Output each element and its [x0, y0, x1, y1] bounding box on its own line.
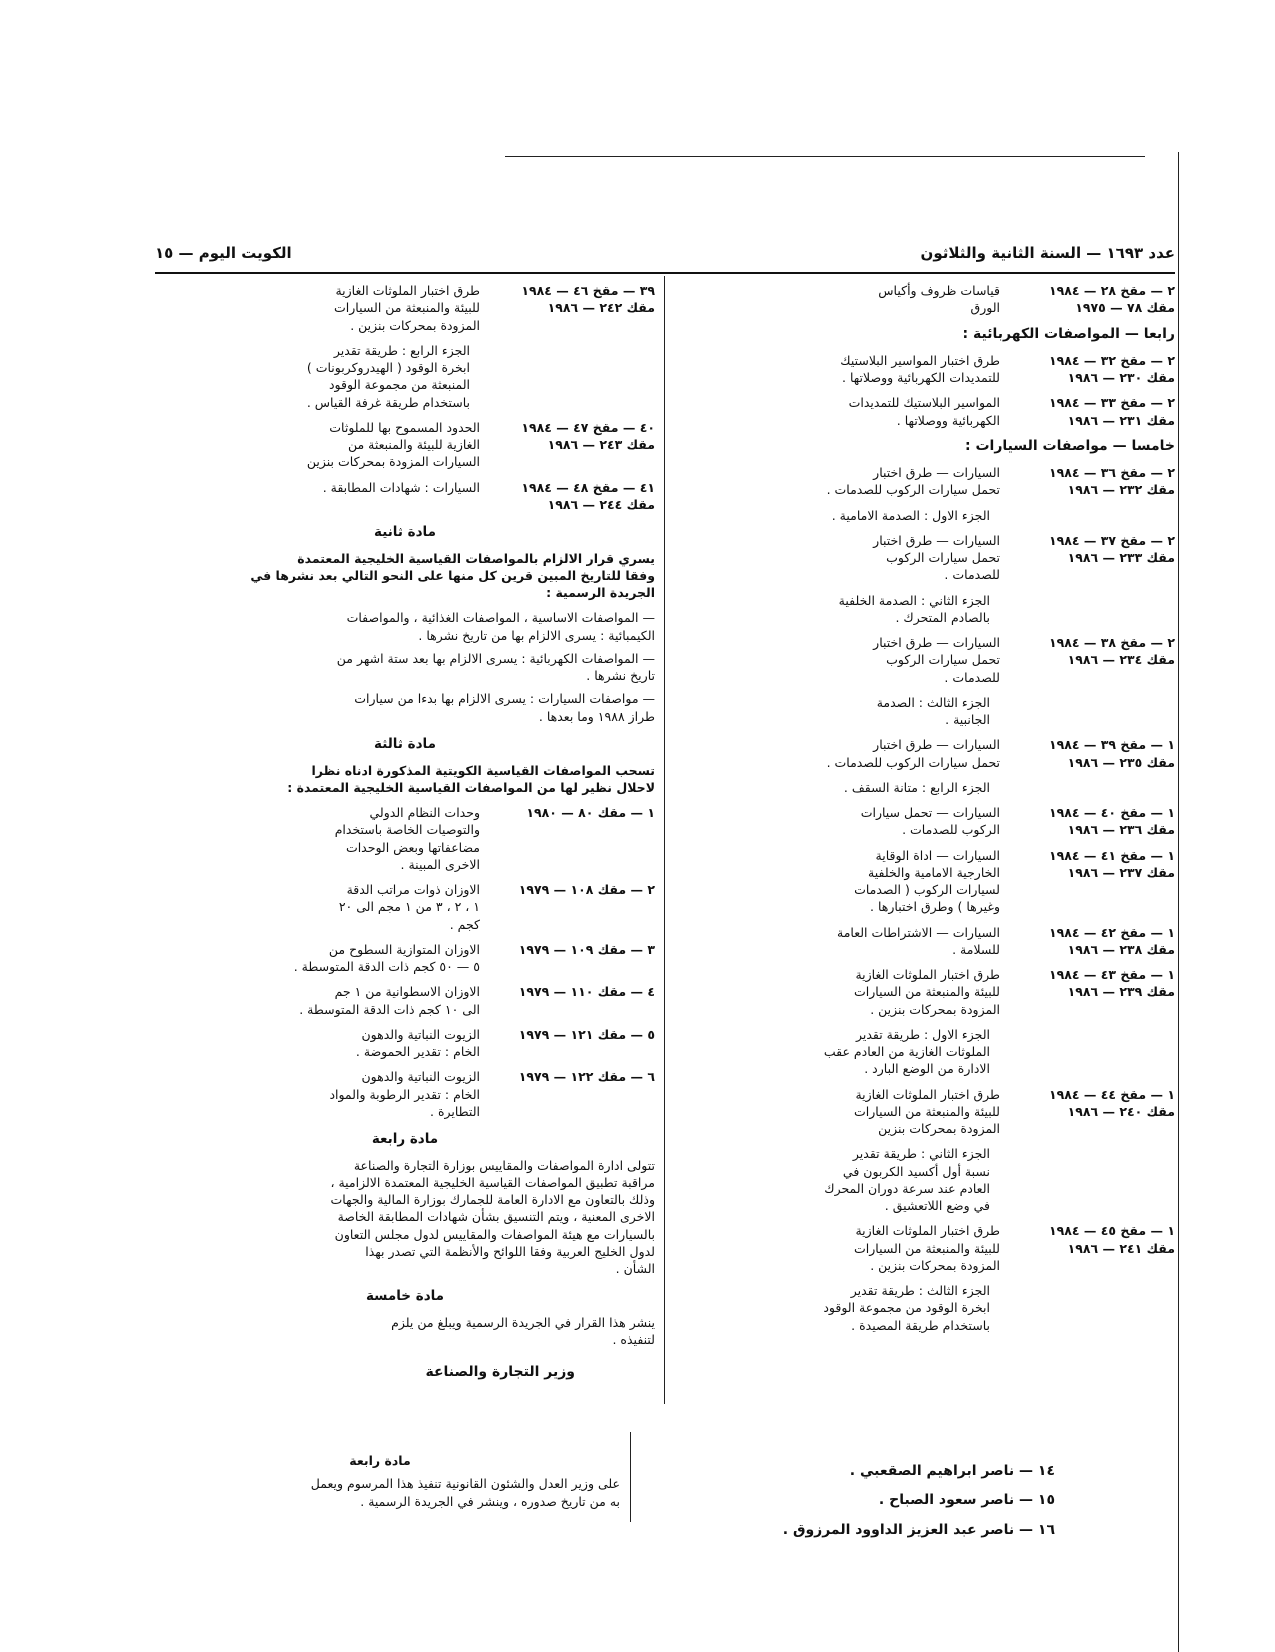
- withdrawn-title: وحدات النظام الدولي والتوصيات الخاصة باستخدام مضاعفاتها وبعض الوحدات الاخرى المبينة .: [334, 805, 480, 872]
- standard-title: طرق اختبار الملوثات الغازية للبيئة والمنبعثة من السيارات المزودة بمحركات بنزين .: [334, 283, 480, 333]
- name-item: ١٤ — ناصر ابراهيم الصقعبي .: [849, 1463, 1055, 1479]
- standard-entry: [670, 847, 1175, 916]
- minister-signature: وزير التجارة والصناعة: [425, 1363, 575, 1380]
- standard-code: ٣٩ — مقخ ٤٦ — ١٩٨٤ مقك ٢٤٢ — ١٩٨٦: [521, 283, 655, 316]
- standard-entry: [670, 966, 1175, 1018]
- standard-entry: [155, 419, 655, 471]
- standard-title: الحدود المسموح بها للملوثات الغازية للبيئة والمنبعثة من السيارات المزودة بمحركات بنزين: [306, 419, 480, 470]
- withdrawn-standard: [155, 941, 655, 976]
- article4-heading: مادة رابعة: [371, 1131, 439, 1147]
- withdrawn-standard: [155, 983, 655, 1018]
- standard-title: السيارات — الاشتراطات العامة للسلامة .: [837, 924, 1000, 957]
- standard-title: السيارات — طرق اختبار تحمل سيارات الركوب للصدمات .: [826, 737, 1000, 770]
- article2-bullet: — مواصفات السيارات : يسرى الالزام بها بدءا من سيارات طراز ١٩٨٨ وما بعدها .: [354, 691, 655, 724]
- standard-title: السيارات — اداة الوقاية الخارجية الامامية والخلفية لسيارات الركوب ( الصدمات وغيرها ) وطرق اختبارها .: [854, 847, 1000, 915]
- electric-list: [670, 352, 1175, 429]
- standard-part: الجزء الثالث : الصدمة الجانبية .: [876, 694, 990, 728]
- top-rule: [505, 156, 1145, 157]
- article4-text: تتولى ادارة المواصفات والمقاييس بوزارة التجارة والصناعة مراقبة تطبيق المواصفات القياسية الخليجية المعتمدة الالزامية ، وذلك بالتعاون مع الادارة العامة للجمارك بوزارة المالية والجهات الاخرى المعنية ، ويتم التنسيق بشأن شهادات المطابقة الخاصة بالسيارات مع هيئة المواصفات والمقاييس لدول مجلس التعاون لدول الخليج العربية وفقا اللوائح والأنظمة التي تصدر بهذا الشأن .: [330, 1157, 655, 1277]
- standard-code: ١ — مقخ ٣٩ — ١٩٨٤ مقك ٢٣٥ — ١٩٨٦: [1049, 737, 1175, 770]
- standard-entry: [670, 804, 1175, 839]
- standard-code: ٢ — مقخ ٣٧ — ١٩٨٤ مقك ٢٣٣ — ١٩٨٦: [1049, 532, 1175, 566]
- gazette-title: الكويت اليوم — ١٥: [155, 244, 292, 262]
- withdrawn-code: ٣ — مقك ١٠٩ — ١٩٧٩: [518, 941, 655, 957]
- bottom-divider: [630, 1432, 631, 1522]
- article2-bullet: — المواصفات الكهربائية : يسرى الالزام بها بعد ستة اشهر من تاريخ نشرها .: [336, 650, 655, 684]
- column-divider: [664, 276, 665, 1404]
- standard-code: ٤١ — مقخ ٤٨ — ١٩٨٤ مقك ٢٤٤ — ١٩٨٦: [521, 479, 655, 512]
- section-heading-cars: خامسا — مواصفات السيارات :: [965, 437, 1175, 454]
- standard-entry: [670, 282, 1175, 317]
- standard-code: ٢ — مقخ ٣٢ — ١٩٨٤ مقك ٢٣٠ — ١٩٨٦: [1049, 352, 1175, 386]
- name-item: ١٥ — ناصر سعود الصباح .: [878, 1492, 1055, 1509]
- withdrawn-standard: [155, 1068, 655, 1120]
- header-rule: [155, 272, 1175, 274]
- standard-title: المواسير البلاستيك للتمديدات الكهربائية ووصلاتها .: [848, 395, 1000, 428]
- withdrawn-title: الاوزان الاسطوانية من ١ جم الى ١٠ كجم ذات الدقة المتوسطة .: [299, 984, 480, 1017]
- issue-info: عدد ١٦٩٣ — السنة الثانية والثلاثون: [920, 244, 1175, 262]
- standard-title: السيارات : شهادات المطابقة .: [322, 479, 480, 495]
- cars-list: [670, 464, 1175, 1334]
- section-heading-electric: رابعا — المواصفات الكهربائية :: [962, 325, 1175, 342]
- left-column: [155, 282, 655, 1382]
- standard-code: ١ — مقخ ٤٥ — ١٩٨٤ مقك ٢٤١ — ١٩٨٦: [1049, 1223, 1175, 1256]
- standard-code: ١ — مقخ ٤١ — ١٩٨٤ مقك ٢٣٧ — ١٩٨٦: [1049, 847, 1175, 880]
- standard-code: ٢ — مقخ ٣٣ — ١٩٨٤ مقك ٢٣١ — ١٩٨٦: [1049, 395, 1175, 428]
- standard-title: السيارات — طرق اختبار تحمل سيارات الركوب للصدمات .: [873, 532, 1000, 583]
- right-column: [670, 282, 1175, 1342]
- standard-entry: [670, 394, 1175, 429]
- names-list: [635, 1462, 1055, 1550]
- standard-title: السيارات — تحمل سيارات الركوب للصدمات .: [860, 805, 1000, 838]
- standard-part: الجزء الرابع : طريقة تقدير ابخرة الوقود ( الهيدروكربونات ) المنبعثة من مجموعة الوقود باستخدام طريقة غرفة القياس .: [306, 342, 470, 410]
- article2-heading: مادة ثانية: [374, 524, 436, 540]
- standard-part: الجزء الثاني : الصدمة الخلفية بالصادم المتحرك .: [838, 592, 990, 625]
- withdrawn-standard: [155, 1026, 655, 1061]
- page-header: [155, 243, 1175, 269]
- standard-title: السيارات — طرق اختبار تحمل سيارات الركوب للصدمات .: [873, 635, 1000, 685]
- withdrawn-title: الاوزان المتوازية السطوح من ٥ — ٥٠ كجم ذات الدقة المتوسطة .: [293, 941, 480, 974]
- standard-code: ٤٠ — مقخ ٤٧ — ١٩٨٤ مقك ٢٤٣ — ١٩٨٦: [521, 419, 655, 452]
- standard-entry: [155, 479, 655, 514]
- withdrawn-code: ٥ — مقك ١٢١ — ١٩٧٩: [518, 1026, 655, 1042]
- decree-article-heading: مادة رابعة: [349, 1453, 411, 1468]
- article3-heading: مادة ثالثة: [374, 735, 436, 752]
- standard-part: الجزء الرابع : متانة السقف .: [843, 779, 990, 795]
- article3-intro: تسحب المواصفات القياسية الكويتية المذكورة ادناه نظرا لاحلال نظير لها من المواصفات القياسية الخليجية المعتمدة :: [287, 762, 655, 795]
- standard-entry: [670, 352, 1175, 387]
- standard-title: طرق اختبار الملوثات الغازية للبيئة والمنبعثة من السيارات المزودة بمحركات بنزين .: [854, 1223, 1000, 1273]
- standard-entry: [670, 634, 1175, 686]
- standard-entry: [670, 464, 1175, 499]
- withdrawn-title: الاوزان ذوات مراتب الدقة ١ ، ٢ ، ٣ من ١ مجم الى ٢٠ كجم .: [338, 882, 480, 932]
- standard-title: السيارات — طرق اختبار تحمل سيارات الركوب للصدمات .: [826, 465, 1000, 498]
- withdrawn-standard: [155, 881, 655, 933]
- withdrawn-code: ١ — مقك ٨٠ — ١٩٨٠: [526, 805, 655, 820]
- withdrawn-title: الزيوت النباتية والدهون الخام : تقدير الرطوبة والمواد التطايرة .: [329, 1069, 480, 1119]
- standard-code: ٢ — مقخ ٣٨ — ١٩٨٤ مقك ٢٣٤ — ١٩٨٦: [1049, 635, 1175, 668]
- decree-article-text: على وزير العدل والشئون القانونية تنفيذ هذا المرسوم ويعمل به من تاريخ صدوره ، وينشر في الجريدة الرسمية .: [310, 1476, 620, 1509]
- standard-part: الجزء الاول : طريقة تقدير الملوثات الغازية من العادم عقب الادارة من الوضع البارد .: [823, 1026, 990, 1077]
- article2-intro: يسري قرار الالزام بالمواصفات القياسية الخليجية المعتمدة وفقا للتاريخ المبين قرين كل منها على النحو التالي بعد نشرها في الجريدة الرسمية :: [250, 550, 655, 601]
- name-item: ١٦ — ناصر عبد العزيز الداوود المرزوق .: [782, 1521, 1055, 1538]
- withdrawn-code: ٦ — مقك ١٢٢ — ١٩٧٩: [518, 1069, 655, 1085]
- standard-code: ١ — مقخ ٤٣ — ١٩٨٤ مقك ٢٣٩ — ١٩٨٦: [1049, 967, 1175, 1000]
- withdrawn-standard: [155, 804, 655, 873]
- standard-code: ١ — مقخ ٤٤ — ١٩٨٤ مقك ٢٤٠ — ١٩٨٦: [1049, 1086, 1175, 1119]
- standard-part: الجزء الاول : الصدمة الامامية .: [831, 507, 990, 523]
- withdrawn-code: ٤ — مقك ١١٠ — ١٩٧٩: [518, 984, 655, 1000]
- standard-entry: [670, 924, 1175, 959]
- standard-code: ٢ — مقخ ٣٦ — ١٩٨٤ مقك ٢٣٢ — ١٩٨٦: [1049, 465, 1175, 498]
- standard-part: الجزء الثاني : طريقة تقدير نسبة أول أكسيد الكربون في العادم عند سرعة دوران المحرك في وضع اللاتعشيق .: [824, 1146, 990, 1214]
- standard-title: طرق اختبار الملوثات الغازية للبيئة والمنبعثة من السيارات المزودة بمحركات بنزين .: [854, 967, 1000, 1017]
- standard-title: طرق اختبار الملوثات الغازية للبيئة والمنبعثة من السيارات المزودة بمحركات بنزين: [854, 1086, 1000, 1137]
- article5-heading: مادة خامسة: [365, 1288, 445, 1305]
- standard-entry: [670, 736, 1175, 771]
- standard-entry: [670, 1086, 1175, 1138]
- standard-code: ٢ — مقخ ٢٨ — ١٩٨٤ مقك ٧٨ — ١٩٧٥: [1049, 283, 1175, 316]
- standard-title: طرق اختبار المواسير البلاستيك للتمديدات الكهربائية ووصلاتها .: [840, 352, 1000, 386]
- standard-entry: [670, 532, 1175, 584]
- left-entries: [155, 282, 655, 513]
- standard-code: ١ — مقخ ٤٠ — ١٩٨٤ مقك ٢٣٦ — ١٩٨٦: [1049, 805, 1175, 838]
- article5-text: ينشر هذا القرار في الجريدة الرسمية ويبلغ من يلزم لتنفيذه .: [391, 1315, 655, 1348]
- standard-entry: [670, 1222, 1175, 1274]
- withdrawn-title: الزيوت النباتية والدهون الخام : تقدير الحموضة .: [355, 1026, 480, 1059]
- withdrawn-code: ٢ — مقك ١٠٨ — ١٩٧٩: [518, 882, 655, 897]
- standard-code: ١ — مقخ ٤٢ — ١٩٨٤ مقك ٢٣٨ — ١٩٨٦: [1049, 924, 1175, 957]
- article3-items: [155, 804, 655, 1120]
- decree-article: [140, 1452, 620, 1518]
- page-edge-rule: [1178, 152, 1179, 1652]
- article2-bullets: [155, 609, 655, 725]
- standard-part: الجزء الثالث : طريقة تقدير ابخرة الوقود من مجموعة الوقود باستخدام طريقة المصيدة .: [823, 1283, 990, 1333]
- standard-entry: [155, 282, 655, 334]
- standard-title: قياسات ظروف وأكياس الورق: [878, 283, 1000, 316]
- article2-bullet: — المواصفات الاساسية ، المواصفات الغذائية ، والمواصفات الكيمبائية : يسرى الالزام بها من تاريخ نشرها .: [346, 610, 655, 643]
